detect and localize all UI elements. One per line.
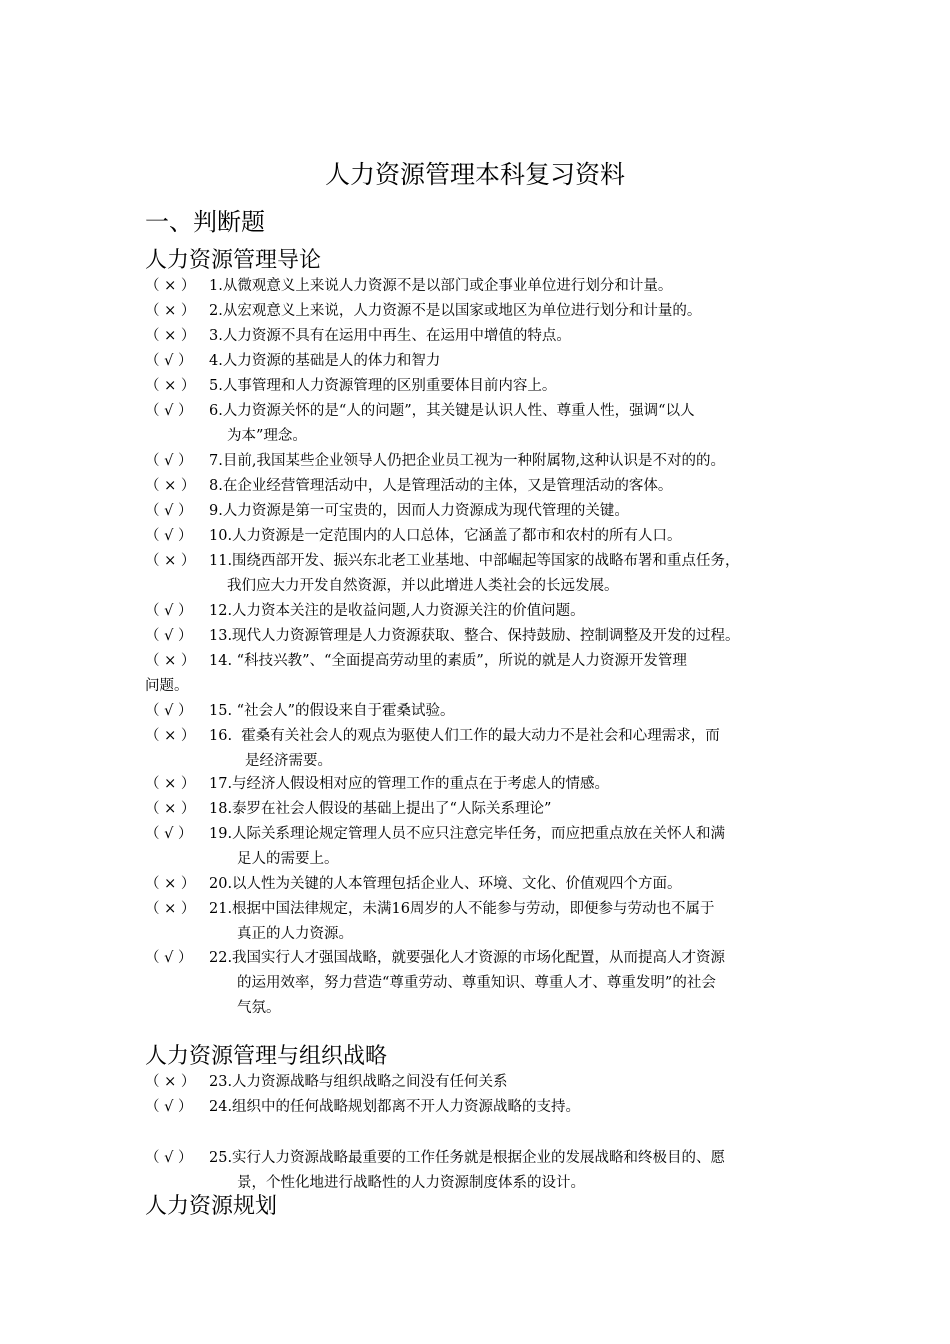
question-text: 11.围绕西部开发、振兴东北老工业基地、中部崛起等国家的战略布署和重点任务， [209, 553, 740, 569]
question-text: 7.目前,我国某些企业领导人仍把企业员工视为一种附属物,这种认识是不对的的。 [209, 453, 726, 469]
question-text: 21.根据中国法律规定，未满16周岁的人不能参与劳动，即便参与劳动也不属于 [209, 901, 715, 917]
answer-mark: （ × ） [145, 328, 196, 344]
question-text: 3.人力资源不具有在运用中再生、在运用中增值的特点。 [209, 328, 571, 344]
section-heading: 人力资源管理与组织战略 [145, 1044, 388, 1069]
question-text: 19.人际关系理论规定管理人员不应只注意完毕任务，而应把重点放在关怀人和满 [209, 826, 726, 842]
answer-mark: （ √ ） [145, 1150, 193, 1166]
question-text: 23.人力资源战略与组织战略之间没有任何关系 [209, 1074, 508, 1090]
question-text: 8.在企业经营管理活动中，人是管理活动的主体，又是管理活动的客体。 [209, 478, 673, 494]
answer-mark: （ √ ） [145, 603, 193, 619]
answer-mark: （ √ ） [145, 1099, 193, 1115]
question-text: 24.组织中的任何战略规划都离不开人力资源战略的支持。 [209, 1099, 581, 1115]
answer-mark: （ √ ） [145, 628, 193, 644]
answer-mark: （ √ ） [145, 703, 193, 719]
answer-mark: （ × ） [145, 876, 196, 892]
question-continuation: 为本”理念。 [227, 428, 307, 444]
question-text: 1.从微观意义上来说人力资源不是以部门或企事业单位进行划分和计量。 [209, 278, 673, 294]
answer-mark: （ √ ） [145, 403, 193, 419]
answer-mark: （ × ） [145, 901, 196, 917]
question-text: 15. “社会人”的假设来自于霍桑试验。 [209, 703, 455, 719]
answer-mark: （ × ） [145, 553, 196, 569]
question-text: 9.人力资源是第一可宝贵的，因而人力资源成为现代管理的关键。 [209, 503, 629, 519]
question-continuation: 问题。 [145, 678, 189, 694]
answer-mark: （ √ ） [145, 826, 193, 842]
question-text: 18.泰罗在社会人假设的基础上提出了“人际关系理论” [209, 801, 552, 817]
question-text: 10.人力资源是一定范围内的人口总体，它涵盖了都市和农村的所有人口。 [209, 528, 682, 544]
answer-mark: （ × ） [145, 378, 196, 394]
question-text: 12.人力资本关注的是收益问题,人力资源关注的价值问题。 [209, 603, 585, 619]
document-title: 人力资源管理本科复习资料 [324, 160, 625, 189]
question-continuation: 真正的人力资源。 [237, 926, 353, 942]
answer-mark: （ × ） [145, 801, 196, 817]
answer-mark: （ × ） [145, 1074, 196, 1090]
question-text: 2.从宏观意义上来说，人力资源不是以国家或地区为单位进行划分和计量的。 [209, 303, 702, 319]
part-heading: 一、判断题 [145, 208, 265, 236]
question-continuation: 足人的需要上。 [237, 851, 339, 867]
question-text: 13.现代人力资源管理是人力资源获取、整合、保持鼓励、控制调整及开发的过程。 [209, 628, 740, 644]
question-continuation: 是经济需要。 [245, 753, 332, 769]
question-continuation: 气氛。 [237, 1000, 281, 1016]
answer-mark: （ √ ） [145, 528, 193, 544]
answer-mark: （ × ） [145, 478, 196, 494]
answer-mark: （ × ） [145, 278, 196, 294]
answer-mark: （ √ ） [145, 503, 193, 519]
section-heading: 人力资源规划 [145, 1194, 278, 1219]
question-text: 20.以人性为关键的人本管理包括企业人、环境、文化、价值观四个方面。 [209, 876, 682, 892]
answer-mark: （ × ） [145, 303, 196, 319]
question-text: 5.人事管理和人力资源管理的区别重要体目前内容上。 [209, 378, 557, 394]
answer-mark: （ × ） [145, 728, 196, 744]
question-continuation: 的运用效率，努力营造“尊重劳动、尊重知识、尊重人才、尊重发明”的社会 [237, 975, 716, 991]
question-text: 25.实行人力资源战略最重要的工作任务就是根据企业的发展战略和终极目的、愿 [209, 1150, 726, 1166]
question-text: 6.人力资源关怀的是“人的问题”，其关键是认识人性、尊重人性，强调“以人 [209, 403, 695, 419]
answer-mark: （ √ ） [145, 950, 193, 966]
answer-mark: （ √ ） [145, 453, 193, 469]
answer-mark: （ × ） [145, 653, 196, 669]
question-text: 22.我国实行人才强国战略，就要强化人才资源的市场化配置，从而提高人才资源 [209, 950, 726, 966]
answer-mark: （ × ） [145, 776, 196, 792]
question-continuation: 景，个性化地进行战略性的人力资源制度体系的设计。 [237, 1175, 585, 1191]
question-text: 16. 霍桑有关社会人的观点为驱使人们工作的最大动力不是社会和心理需求，而 [209, 728, 720, 744]
question-text: 14. “科技兴教”、“全面提高劳动里的素质”，所说的就是人力资源开发管理 [209, 653, 687, 669]
question-continuation: 我们应大力开发自然资源，并以此增进人类社会的长远发展。 [227, 578, 619, 594]
section-heading: 人力资源管理导论 [145, 248, 322, 273]
question-text: 4.人力资源的基础是人的体力和智力 [209, 353, 441, 369]
question-text: 17.与经济人假设相对应的管理工作的重点在于考虑人的情感。 [209, 776, 610, 792]
answer-mark: （ √ ） [145, 353, 193, 369]
